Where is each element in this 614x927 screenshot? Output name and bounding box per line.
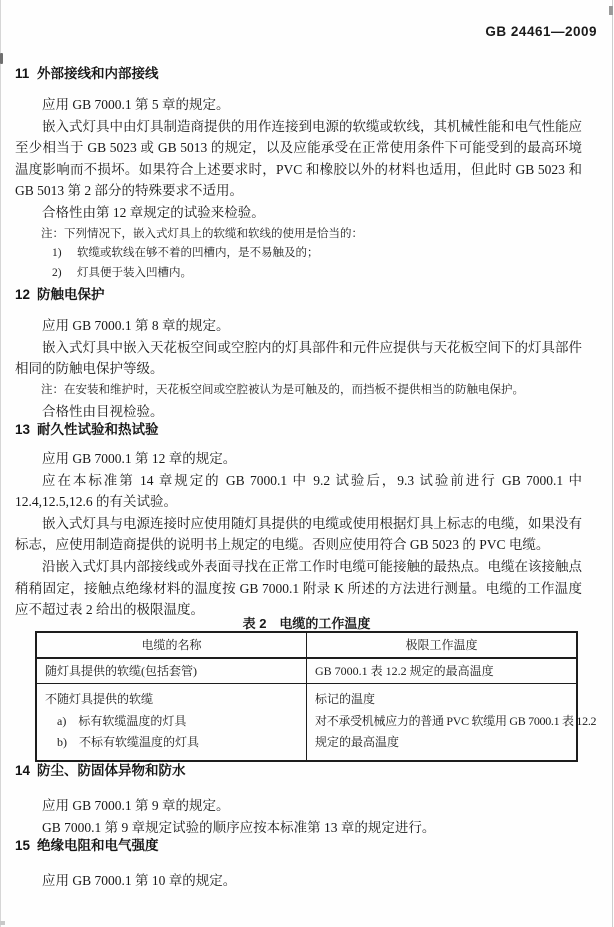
- note-text: [41, 225, 582, 245]
- list-item: [41, 264, 582, 284]
- note-body: 下列情况下，嵌入式灯具上的软缆和软线的使用是恰当的：: [64, 227, 363, 240]
- column-header-limit-temp: 极限工作温度: [405, 638, 478, 652]
- section-heading: [15, 422, 582, 438]
- note-block: [15, 225, 582, 284]
- paragraph: 应用 GB 7000.1 第 9 章的规定。: [42, 798, 230, 813]
- section-number: 13: [15, 422, 31, 437]
- scan-speck-artifact: [609, 6, 613, 15]
- note-label: 注：: [41, 227, 64, 240]
- table-caption: 表 2 电缆的工作温度: [242, 616, 371, 631]
- table-header-row: [37, 633, 576, 659]
- section-13: [15, 422, 582, 621]
- paragraph: 应用 GB 7000.1 第 10 章的规定。: [42, 873, 237, 888]
- scan-edge-right-artifact: [612, 0, 613, 927]
- paragraph: 应用 GB 7000.1 第 5 章的规定。: [42, 97, 230, 112]
- cell-line: 规定的最高温度: [315, 735, 400, 749]
- table-cable-working-temperature: [35, 631, 597, 762]
- scan-speck-artifact: [0, 53, 3, 64]
- cell-line: 对不承受机械应力的普通 PVC 软缆用 GB 7000.1 表 12.2: [315, 713, 597, 728]
- scan-speck-artifact: [0, 921, 5, 925]
- section-title: 外部接线和内部接线: [37, 66, 159, 81]
- list-marker: 2): [52, 267, 62, 280]
- cell-line: 标记的温度: [315, 692, 376, 706]
- section-heading: [15, 838, 582, 854]
- cell-line: b) 不标有软缆温度的灯具: [57, 735, 199, 749]
- scan-edge-left-artifact: [0, 0, 1, 927]
- list-item-text: 软缆或软线在够不着的凹槽内，是不易触及的；: [77, 247, 319, 260]
- cell-line: 不随灯具提供的软缆: [45, 692, 154, 706]
- section-title: 防触电保护: [37, 287, 105, 302]
- paragraph: 嵌入式灯具中由灯具制造商提供的用作连接到电源的软缆或软线，其机械性能和电气性能应至少相当于 GB 5023 或 GB 5013 的规定，以及应能承受在正常使用条件下可能受到的最高环境温度影响而不损坏。如果符合上述要求时，PVC 和橡胶以外的材料也适用，但此时 GB 5023 和 GB 5013 第 2 部分的特殊要求不适用。: [15, 118, 582, 199]
- paragraph: 应在本标准第 14 章规定的 GB 7000.1 中 9.2 试验后，9.3 试验前进行 GB 7000.1 中 12.4,12.5,12.6 的有关试验。: [15, 472, 582, 510]
- column-header-cable-name: 电缆的名称: [37, 633, 307, 657]
- paragraph: GB 7000.1 第 9 章规定试验的顺序应按本标准第 13 章的规定进行。: [42, 819, 436, 835]
- table-row: [37, 659, 576, 684]
- section-number: 15: [15, 838, 31, 853]
- section-title: 耐久性试验和热试验: [37, 422, 159, 437]
- paragraph: 嵌入式灯具与电源连接时应使用随灯具提供的电缆或使用根据灯具上标志的电缆，如果没有标志，应使用制造商提供的说明书上规定的电缆。否则应使用符合 GB 5023 的 PVC 电缆。: [15, 515, 582, 553]
- paragraph: 应用 GB 7000.1 第 12 章的规定。: [42, 451, 237, 466]
- section-heading: [15, 287, 582, 303]
- doc-number: GB 24461—2009: [485, 24, 597, 39]
- section-15: [15, 838, 582, 892]
- note-block: [15, 381, 582, 401]
- paragraph: 合格性由目视检验。: [42, 403, 164, 419]
- paragraph: 沿嵌入式灯具内部接线或外表面寻找在正常工作时电缆可能接触的最热点。电缆在该接触点稍稍固定，接触点绝缘材料的温度按 GB 7000.1 附录 K 所述的方法进行测量。电缆的工作温度应不超过表 2 给出的极限温度。: [15, 558, 582, 618]
- paragraph: 应用 GB 7000.1 第 8 章的规定。: [42, 318, 230, 333]
- section-12: [15, 287, 582, 422]
- section-14: [15, 763, 582, 838]
- list-marker: 1): [52, 247, 62, 260]
- section-heading: [15, 763, 582, 779]
- list-item: [41, 244, 582, 264]
- cell-line: a) 标有软缆温度的灯具: [57, 713, 187, 728]
- table-cell-cable-name: 随灯具提供的软缆(包括套管): [37, 659, 307, 683]
- paragraph: 合格性由第 12 章规定的试验来检验。: [42, 204, 265, 220]
- paragraph: 嵌入式灯具中嵌入天花板空间或空腔内的灯具部件和元件应提供与天花板空间下的灯具部件相同的防触电保护等级。: [15, 339, 582, 377]
- section-title: 绝缘电阻和电气强度: [37, 838, 159, 853]
- section-number: 11: [15, 66, 30, 81]
- section-heading: [15, 66, 582, 82]
- section-title: 防尘、防固体异物和防水: [37, 763, 186, 778]
- section-11: [15, 66, 582, 284]
- section-number: 12: [15, 287, 31, 302]
- table-cell-limit-temp: GB 7000.1 表 12.2 规定的最高温度: [315, 664, 494, 678]
- list-item-text: 灯具便于装入凹槽内。: [77, 267, 192, 280]
- table-cell-limit-temp: [307, 684, 604, 760]
- section-number: 14: [15, 763, 31, 778]
- table-row: [37, 684, 597, 760]
- note-text: 注：在安装和维护时，天花板空间或空腔被认为是可触及的，而挡板不提供相当的防触电保护。: [41, 383, 524, 396]
- table-cell-cable-name: [37, 684, 307, 760]
